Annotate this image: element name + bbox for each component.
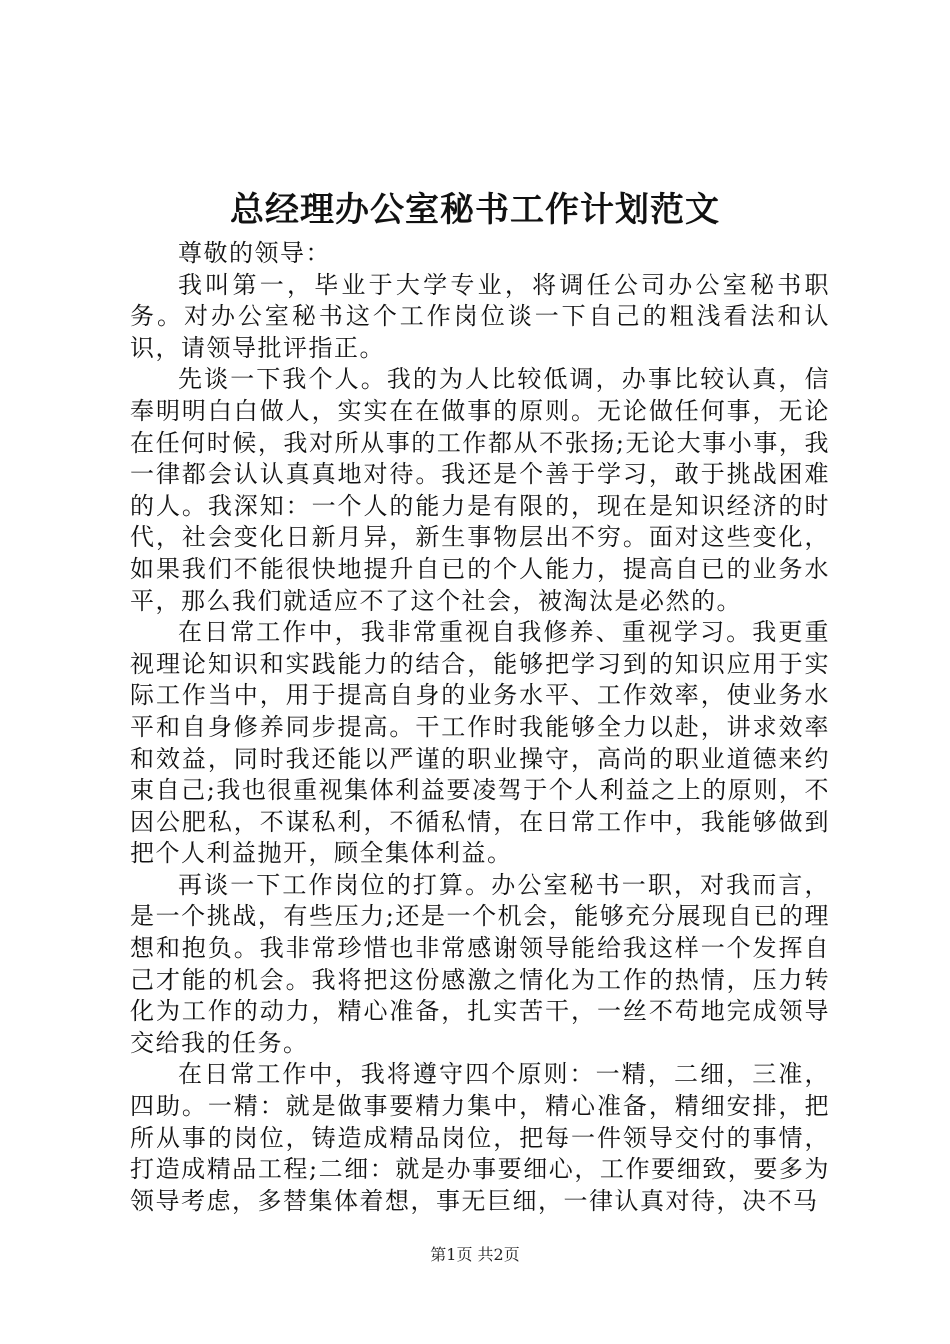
paragraph-job-plan: 再谈一下工作岗位的打算。办公室秘书一职，对我而言，是一个挑战，有些压力;还是一个机会，能够充分展现自已的理想和抱负。我非常珍惜也非常感谢领导能给我这样一个发挥自己才能的机会。我将把这份感激之情化为工作的热情，压力转化为工作的动力，精心准备，扎实苦干，一丝不苟地完成领导交给我的任务。 — [130, 870, 830, 1057]
paragraph-daily-work: 在日常工作中，我非常重视自我修养、重视学习。我更重视理论知识和实践能力的结合，能够把学习到的知识应用于实际工作当中，用于提高自身的业务水平、工作效率，使业务水平和自身修养同步提高。干工作时我能够全力以赴，讲求效率和效益，同时我还能以严谨的职业操守，高尚的职业道德来约束自己;我也很重视集体利益要凌驾于个人利益之上的原则，不因公肥私，不谋私利，不循私情，在日常工作中，我能够做到把个人利益抛开，顾全集体利益。 — [130, 618, 830, 868]
page-indicator: 第1页 共2页 — [430, 1245, 520, 1264]
document-body — [130, 238, 830, 1217]
paragraph-principles: 在日常工作中，我将遵守四个原则：一精，二细，三准，四助。一精：就是做事要精力集中，精心准备，精细安排，把所从事的岗位，铸造成精品岗位，把每一件领导交付的事情，打造成精品工程;二细：就是办事要细心，工作要细致，要多为领导考虑，多替集体着想，事无巨细，一律认真对待，决不马 — [130, 1060, 830, 1215]
salutation: 尊敬的领导： — [178, 239, 331, 267]
paragraph-personal: 先谈一下我个人。我的为人比较低调，办事比较认真，信奉明明白白做人，实实在在做事的原则。无论做任何事，无论在任何时候，我对所从事的工作都从不张扬;无论大事小事，我一律都会认认真真地对待。我还是个善于学习，敢于挑战困难的人。我深知：一个人的能力是有限的，现在是知识经济的时代，社会变化日新月异，新生事物层出不穷。面对这些变化，如果我们不能很快地提升自已的个人能力，提高自已的业务水平，那么我们就适应不了这个社会，被淘汰是必然的。 — [130, 365, 830, 615]
paragraph-introduction: 我叫第一，毕业于大学专业，将调任公司办公室秘书职务。对办公室秘书这个工作岗位谈一下自己的粗浅看法和认识，请领导批评指正。 — [130, 270, 830, 362]
document-title: 总经理办公室秘书工作计划范文 — [230, 190, 720, 230]
